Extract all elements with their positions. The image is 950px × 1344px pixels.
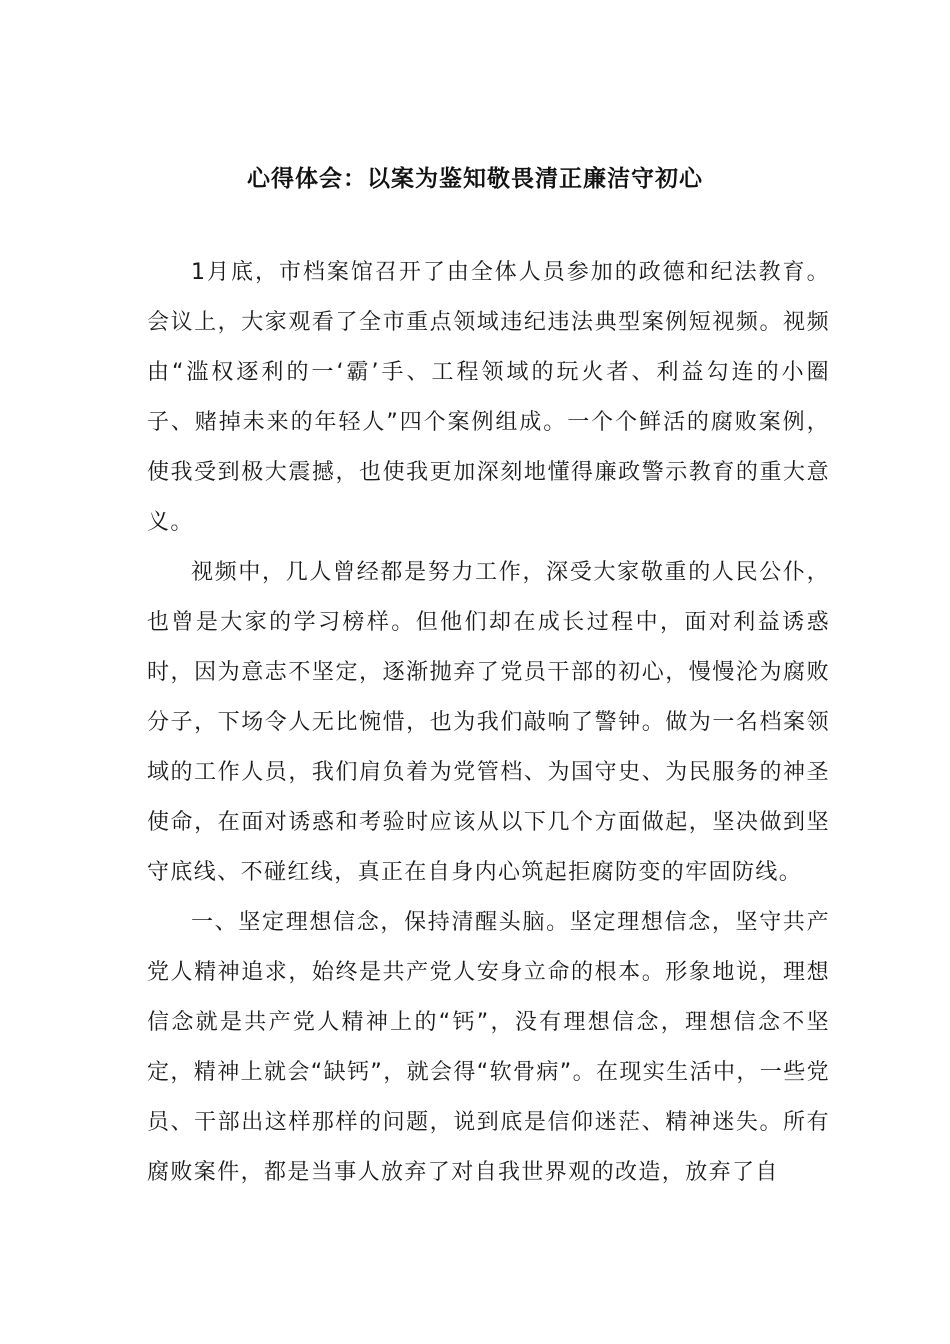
- paragraph: 视频中，几人曾经都是努力工作，深受大家敬重的人民公仆，也曾是大家的学习榜样。但他们却在成长过程中，面对利益诱惑时，因为意志不坚定，逐渐抛弃了党员干部的初心，慢慢沦为腐败分子，下场令人无比惋惜，也为我们敲响了警钟。做为一名档案领域的工作人员，我们肩负着为党管档、为国守史、为民服务的神圣使命，在面对诱惑和考验时应该从以下几个方面做起，坚决做到坚守底线、不碰红线，真正在自身内心筑起拒腐防变的牢固防线。: [147, 560, 830, 885]
- paragraph: 一、坚定理想信念，保持清醒头脑。坚定理想信念，坚守共产党人精神追求，始终是共产党人安身立命的根本。形象地说，理想信念就是共产党人精神上的“钙”，没有理想信念，理想信念不坚定，精神上就会“缺钙”，就会得“软骨病”。在现实生活中，一些党员、干部出这样那样的问题，说到底是信仰迷茫、精神迷失。所有腐败案件，都是当事人放弃了对自我世界观的改造，放弃了自: [147, 910, 830, 1185]
- paragraph: 1月底，市档案馆召开了由全体人员参加的政德和纪法教育。会议上，大家观看了全市重点领域违纪违法典型案例短视频。视频由“滥权逐利的一‘霸’手、工程领域的玩火者、利益勾连的小圈子、赌掉未来的年轻人”四个案例组成。一个个鲜活的腐败案例，使我受到极大震撼，也使我更加深刻地懂得廉政警示教育的重大意义。: [147, 260, 830, 535]
- document-body: [147, 248, 830, 1198]
- document-title: 心得体会：以案为鉴知敬畏清正廉洁守初心: [247, 166, 703, 192]
